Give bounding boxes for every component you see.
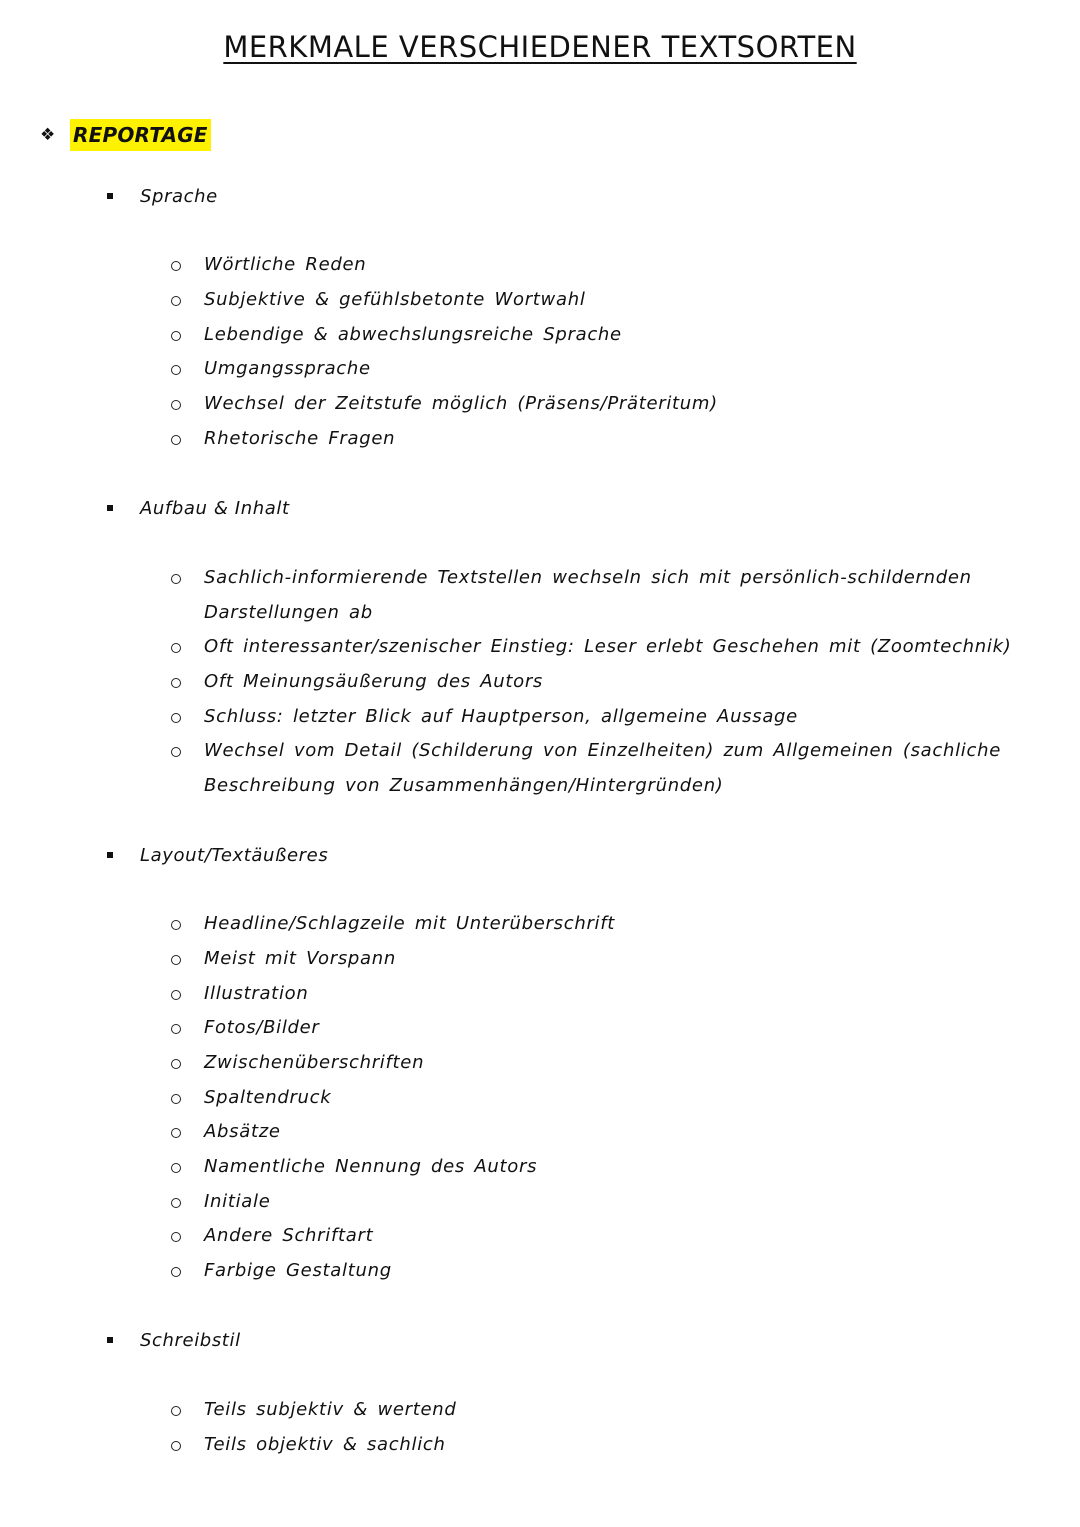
circle-bullet-icon bbox=[171, 296, 181, 306]
circle-bullet-icon bbox=[171, 713, 181, 723]
circle-bullet-icon bbox=[171, 574, 181, 584]
list-item: Fotos/Bilder bbox=[171, 1011, 1061, 1046]
circle-bullet-icon bbox=[171, 955, 181, 965]
circle-bullet-icon bbox=[171, 1059, 181, 1069]
list-item: Spaltendruck bbox=[171, 1081, 1061, 1116]
circle-bullet-icon bbox=[171, 747, 181, 757]
circle-bullet-icon bbox=[171, 1232, 181, 1242]
list-item: Meist mit Vorspann bbox=[171, 942, 1061, 977]
list-item: Lebendige & abwechslungsreiche Sprache bbox=[171, 318, 1061, 353]
list-item: Umgangssprache bbox=[171, 352, 1061, 387]
list-item: Headline/Schlagzeile mit Unterüberschrift bbox=[171, 907, 1061, 942]
circle-bullet-icon bbox=[171, 365, 181, 375]
section-heading-schreibstil bbox=[107, 1327, 241, 1353]
list-item: Oft Meinungsäußerung des Autors bbox=[171, 665, 1061, 700]
list-item: Teils subjektiv & wertend bbox=[171, 1393, 1061, 1428]
circle-bullet-icon bbox=[171, 400, 181, 410]
list-item: Oft interessanter/szenischer Einstieg: Leser erlebt Geschehen mit (Zoomtechnik) bbox=[171, 630, 1061, 665]
list-item: Farbige Gestaltung bbox=[171, 1254, 1061, 1289]
circle-bullet-icon bbox=[171, 1094, 181, 1104]
list-item: Illustration bbox=[171, 977, 1061, 1012]
square-bullet-icon bbox=[107, 1337, 113, 1343]
section-heading-layout bbox=[107, 842, 328, 868]
circle-bullet-icon bbox=[171, 1406, 181, 1416]
topic-label-highlighted: REPORTAGE bbox=[70, 119, 211, 151]
square-bullet-icon bbox=[107, 505, 113, 511]
section-heading-sprache bbox=[107, 183, 218, 209]
section-heading-label: Schreibstil bbox=[140, 1329, 241, 1351]
section-heading-label: Aufbau & Inhalt bbox=[140, 497, 290, 519]
circle-bullet-icon bbox=[171, 1128, 181, 1138]
page-title: MERKMALE VERSCHIEDENER TEXTSORTEN bbox=[223, 30, 857, 64]
circle-bullet-icon bbox=[171, 1198, 181, 1208]
circle-bullet-icon bbox=[171, 261, 181, 271]
circle-bullet-icon bbox=[171, 643, 181, 653]
list-item: Initiale bbox=[171, 1185, 1061, 1220]
list-item: Zwischenüberschriften bbox=[171, 1046, 1061, 1081]
topic-heading bbox=[40, 118, 211, 152]
circle-bullet-icon bbox=[171, 435, 181, 445]
square-bullet-icon bbox=[107, 193, 113, 199]
circle-bullet-icon bbox=[171, 1441, 181, 1451]
list-item: Namentliche Nennung des Autors bbox=[171, 1150, 1061, 1185]
list-item: Andere Schriftart bbox=[171, 1219, 1061, 1254]
circle-bullet-icon bbox=[171, 1024, 181, 1034]
square-bullet-icon bbox=[107, 852, 113, 858]
circle-bullet-icon bbox=[171, 1163, 181, 1173]
list-item: Absätze bbox=[171, 1115, 1061, 1150]
diamond-bullet-icon: ❖ bbox=[40, 125, 56, 145]
circle-bullet-icon bbox=[171, 990, 181, 1000]
circle-bullet-icon bbox=[171, 920, 181, 930]
list-item: Wechsel der Zeitstufe möglich (Präsens/Präteritum) bbox=[171, 387, 1061, 422]
circle-bullet-icon bbox=[171, 1267, 181, 1277]
list-item: Subjektive & gefühlsbetonte Wortwahl bbox=[171, 283, 1061, 318]
list-item: Rhetorische Fragen bbox=[171, 422, 1061, 457]
list-item: Schluss: letzter Blick auf Hauptperson, allgemeine Aussage bbox=[171, 700, 1061, 735]
circle-bullet-icon bbox=[171, 331, 181, 341]
list-item: Teils objektiv & sachlich bbox=[171, 1428, 1061, 1463]
list-item: Wechsel vom Detail (Schilderung von Einzelheiten) zum Allgemeinen (sachliche Beschreibung von Zusammenhängen/Hintergründen) bbox=[171, 734, 1061, 803]
list-item: Sachlich-informierende Textstellen wechseln sich mit persönlich-schildernden Darstellungen ab bbox=[171, 561, 1061, 630]
section-heading-label: Layout/Textäußeres bbox=[140, 844, 329, 866]
circle-bullet-icon bbox=[171, 678, 181, 688]
list-item: Wörtliche Reden bbox=[171, 248, 1061, 283]
section-heading-aufbau-inhalt bbox=[107, 495, 290, 521]
section-heading-label: Sprache bbox=[140, 185, 218, 207]
